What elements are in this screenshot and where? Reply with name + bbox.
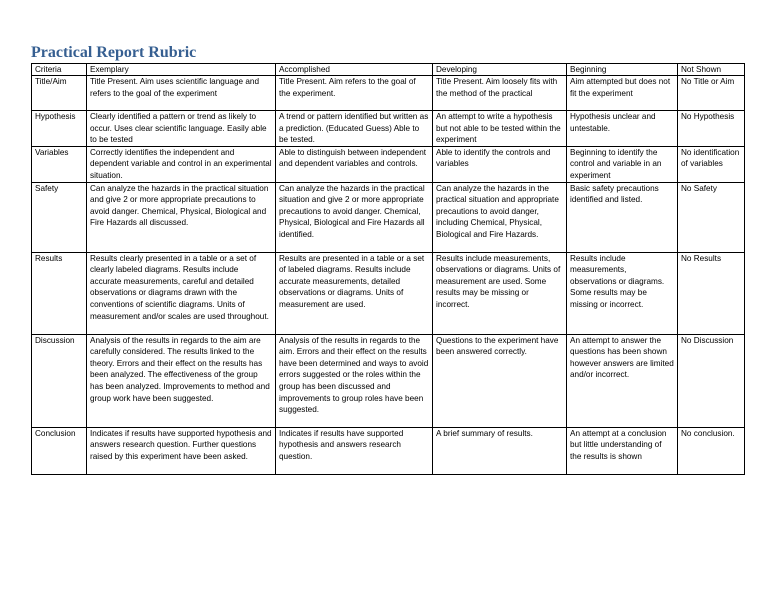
- criteria-cell: Variables: [32, 146, 87, 182]
- exemplary-cell: Can analyze the hazards in the practical situation and give 2 or more appropriate precautions to avoid danger. Chemical, Physical, Biological and Fire Hazards all discussed.: [87, 182, 276, 252]
- header-developing: Developing: [433, 64, 567, 76]
- beginning-cell: Aim attempted but does not fit the experiment: [567, 76, 678, 111]
- exemplary-cell: Clearly identified a pattern or trend as likely to occur. Uses clear scientific language. Easily able to be tested: [87, 111, 276, 147]
- developing-cell: Title Present. Aim loosely fits with the method of the practical: [433, 76, 567, 111]
- page-title: Practical Report Rubric: [31, 44, 197, 61]
- accomplished-cell: Indicates if results have supported hypothesis and answers research question.: [276, 427, 433, 474]
- table-row: [32, 252, 745, 334]
- exemplary-cell: Analysis of the results in regards to the aim are carefully considered. The results linked to the theory. Errors and their effect on the results has been analyzed. The effectiveness of the group has been analyzed. Improvements to method and group work have been suggested.: [87, 334, 276, 427]
- accomplished-cell: Results are presented in a table or a set of labeled diagrams. Results include accurate measurements, detailed observations or diagrams. Units of measurement are used.: [276, 252, 433, 334]
- beginning-cell: Results include measurements, observations or diagrams. Some results may be missing or incorrect.: [567, 252, 678, 334]
- exemplary-cell: Results clearly presented in a table or a set of clearly labeled diagrams. Results include accurate measurements, careful and detailed observations or diagrams drawn with the conventions of scientific diagrams. Units of measurement and/or scales are used throughout.: [87, 252, 276, 334]
- accomplished-cell: A trend or pattern identified but written as a prediction. (Educated Guess) Able to be tested.: [276, 111, 433, 147]
- table-row: [32, 182, 745, 252]
- not-shown-cell: No identification of variables: [678, 146, 745, 182]
- header-criteria: Criteria: [32, 64, 87, 76]
- not-shown-cell: No Safety: [678, 182, 745, 252]
- accomplished-cell: Analysis of the results in regards to the aim. Errors and their effect on the results have been determined and ways to avoid errors suggested or the roles within the group has been discussed and improvements to group roles have been suggested.: [276, 334, 433, 427]
- not-shown-cell: No Hypothesis: [678, 111, 745, 147]
- developing-cell: A brief summary of results.: [433, 427, 567, 474]
- accomplished-cell: Able to distinguish between independent and dependent variables and controls.: [276, 146, 433, 182]
- exemplary-cell: Indicates if results have supported hypothesis and answers research question. Further questions raised by this experiment have been asked.: [87, 427, 276, 474]
- exemplary-cell: Correctly identifies the independent and dependent variable and control in an experimental situation.: [87, 146, 276, 182]
- header-exemplary: Exemplary: [87, 64, 276, 76]
- header-not-shown: Not Shown: [678, 64, 745, 76]
- criteria-cell: Results: [32, 252, 87, 334]
- developing-cell: Able to identify the controls and variables: [433, 146, 567, 182]
- table-row: [32, 76, 745, 111]
- developing-cell: Results include measurements, observations or diagrams. Units of measurement are used. Some results may be missing or incorrect.: [433, 252, 567, 334]
- table-row: [32, 427, 745, 474]
- table-row: [32, 146, 745, 182]
- beginning-cell: An attempt to answer the questions has been shown however answers are limited and/or incorrect.: [567, 334, 678, 427]
- developing-cell: Questions to the experiment have been answered correctly.: [433, 334, 567, 427]
- beginning-cell: An attempt at a conclusion but little understanding of the results is shown: [567, 427, 678, 474]
- beginning-cell: Basic safety precautions identified and listed.: [567, 182, 678, 252]
- header-accomplished: Accomplished: [276, 64, 433, 76]
- criteria-cell: Discussion: [32, 334, 87, 427]
- rubric-table: [31, 63, 745, 475]
- criteria-cell: Title/Aim: [32, 76, 87, 111]
- accomplished-cell: Can analyze the hazards in the practical situation and give 2 or more appropriate precautions to avoid danger. Chemical, Physical, Biological and Fire Hazards all identified.: [276, 182, 433, 252]
- criteria-cell: Safety: [32, 182, 87, 252]
- not-shown-cell: No Title or Aim: [678, 76, 745, 111]
- table-row: [32, 334, 745, 427]
- not-shown-cell: No conclusion.: [678, 427, 745, 474]
- not-shown-cell: No Discussion: [678, 334, 745, 427]
- beginning-cell: Hypothesis unclear and untestable.: [567, 111, 678, 147]
- criteria-cell: Hypothesis: [32, 111, 87, 147]
- accomplished-cell: Title Present. Aim refers to the goal of the experiment.: [276, 76, 433, 111]
- exemplary-cell: Title Present. Aim uses scientific language and refers to the goal of the experiment: [87, 76, 276, 111]
- beginning-cell: Beginning to identify the control and variable in an experiment: [567, 146, 678, 182]
- header-beginning: Beginning: [567, 64, 678, 76]
- developing-cell: An attempt to write a hypothesis but not able to be tested within the experiment: [433, 111, 567, 147]
- developing-cell: Can analyze the hazards in the practical situation and appropriate precautions to avoid danger, including Chemical, Physical, Biological and Fire Hazards.: [433, 182, 567, 252]
- criteria-cell: Conclusion: [32, 427, 87, 474]
- table-row: [32, 111, 745, 147]
- not-shown-cell: No Results: [678, 252, 745, 334]
- header-row: [32, 64, 745, 76]
